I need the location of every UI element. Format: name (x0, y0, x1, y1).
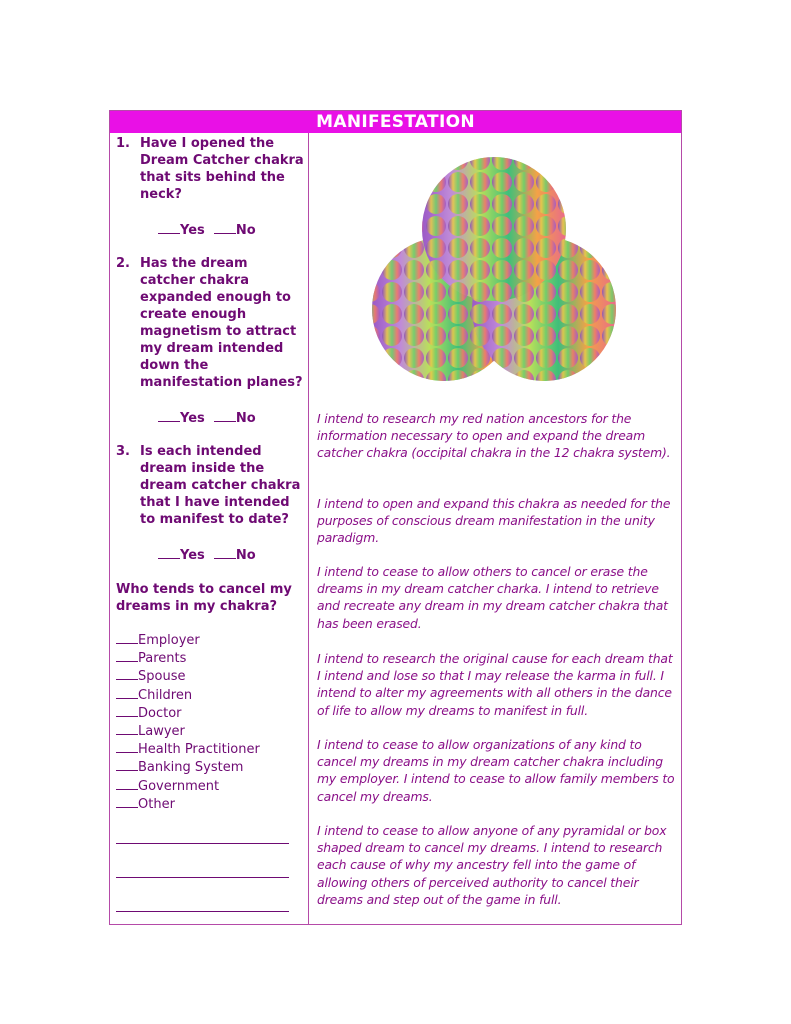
list-item[interactable] (116, 740, 260, 758)
option-blank[interactable] (116, 649, 138, 662)
intention-paragraph: I intend to cease to allow organizations of any kind to cancel my dreams in my dream catcher chakra including my employer. I intend to cease to allow family members to cancel my dreams. (317, 737, 675, 804)
yes-no-1 (158, 221, 256, 239)
no-label: No (235, 223, 256, 238)
no-blank[interactable] (214, 546, 236, 559)
option-blank[interactable] (116, 777, 138, 790)
list-item[interactable] (116, 704, 260, 722)
option-label: Banking System (138, 760, 244, 776)
question-text: Have I opened the Dream Catcher chakra that sits behind the neck? (140, 136, 304, 202)
yes-label: Yes (180, 411, 205, 426)
question-text: Is each intended dream inside the dream catcher chakra that I have intended to manifest to date? (140, 444, 301, 527)
yes-label: Yes (180, 548, 205, 563)
yes-blank[interactable] (158, 546, 180, 559)
list-item[interactable] (116, 686, 260, 704)
write-in-line[interactable] (116, 911, 289, 912)
option-label: Parents (138, 651, 187, 667)
option-label: Other (138, 796, 175, 812)
question-3 (116, 443, 304, 528)
option-blank[interactable] (116, 667, 138, 680)
yes-no-2 (158, 409, 256, 427)
write-in-line[interactable] (116, 877, 289, 878)
intention-paragraph: I intend to research the original cause for each dream that I intend and lose so that I may release the karma in full. I intend to alter my agreements with all others in the dance of life to allow my dreams to manifest in full. (317, 651, 673, 718)
yes-blank[interactable] (158, 221, 180, 234)
intention-paragraph: I intend to cease to allow others to cancel or erase the dreams in my dream catcher charka. I intend to retrieve and recreate any dream in my dream catcher chakra that has been erased. (317, 564, 668, 631)
question-number: 1. (116, 136, 130, 151)
list-item[interactable] (116, 795, 260, 813)
option-label: Government (138, 778, 220, 794)
list-item[interactable] (116, 722, 260, 740)
yes-label: Yes (180, 223, 205, 238)
yes-no-3 (158, 546, 256, 564)
question-number: 3. (116, 444, 130, 459)
no-blank[interactable] (214, 221, 236, 234)
no-blank[interactable] (214, 409, 236, 422)
intention-paragraph: I intend to cease to allow anyone of any pyramidal or box shaped dream to cancel my dreams. I intend to research each cause of why my ancestry fell into the game of allowing others of perceived authority to cancel their dreams and step out of the game in full. (317, 823, 667, 907)
page-title: MANIFESTATION (110, 111, 681, 133)
option-label: Spouse (138, 669, 186, 685)
question-text: Has the dream catcher chakra expanded enough to create enough magnetism to attract my dream intended down the manifestation planes? (140, 256, 303, 390)
option-label: Lawyer (138, 724, 185, 740)
option-blank[interactable] (116, 686, 138, 699)
question-number: 2. (116, 256, 130, 271)
option-blank[interactable] (116, 758, 138, 771)
question-1 (116, 135, 304, 203)
worksheet-frame (109, 110, 682, 925)
list-item[interactable] (116, 631, 260, 649)
option-blank[interactable] (116, 740, 138, 753)
list-item[interactable] (116, 758, 260, 776)
option-label: Employer (138, 633, 200, 648)
option-label: Children (138, 687, 193, 703)
chakra-spheres-illustration (359, 149, 629, 399)
intention-paragraph: I intend to research my red nation ancestors for the information necessary to open and expand the dream catcher chakra (occipital chakra in the 12 chakra system). (317, 411, 671, 461)
yes-blank[interactable] (158, 409, 180, 422)
option-blank[interactable] (116, 631, 138, 644)
no-label: No (235, 411, 256, 426)
option-blank[interactable] (116, 704, 138, 717)
option-blank[interactable] (116, 722, 138, 735)
intention-paragraph: I intend to open and expand this chakra as needed for the purposes of conscious dream manifestation in the unity paradigm. (317, 496, 671, 546)
no-label: No (235, 548, 256, 563)
column-divider (308, 133, 309, 924)
list-item[interactable] (116, 649, 260, 667)
option-label: Doctor (138, 705, 182, 721)
question-2 (116, 255, 304, 391)
option-label: Health Practitioner (138, 742, 260, 758)
option-blank[interactable] (116, 795, 138, 808)
list-item[interactable] (116, 667, 260, 685)
list-item[interactable] (116, 777, 260, 795)
option-list (116, 631, 260, 813)
who-heading: Who tends to cancel my dreams in my chakra? (116, 582, 292, 614)
write-in-line[interactable] (116, 843, 289, 844)
